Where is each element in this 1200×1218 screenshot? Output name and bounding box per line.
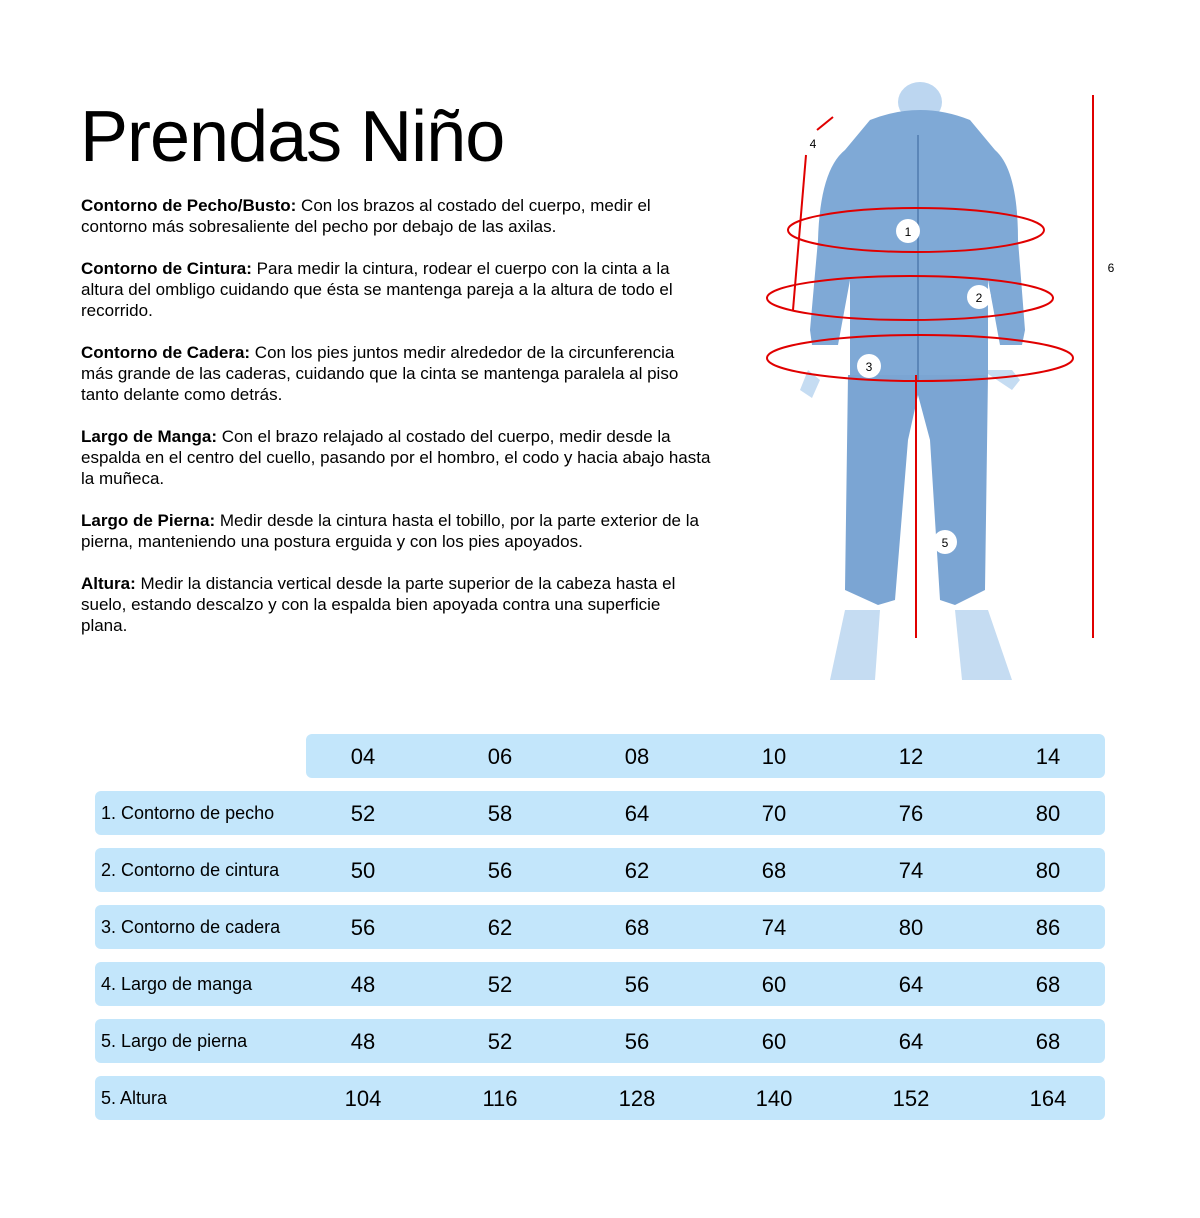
row-label: 2. Contorno de cintura bbox=[101, 860, 280, 880]
table-cell: 68 bbox=[761, 858, 787, 883]
table-cell: 86 bbox=[1035, 915, 1061, 940]
table-cell: 48 bbox=[350, 972, 376, 997]
table-cell: 128 bbox=[618, 1086, 656, 1111]
table-cell: 48 bbox=[350, 1029, 376, 1054]
table-cell: 68 bbox=[1035, 1029, 1061, 1054]
instruction-hip: Contorno de Cadera: Con los pies juntos medir alrededor de la circunferencia más grande de las caderas, cuidando que la cinta se mantenga paralela al piso tanto delante como detrás. bbox=[81, 343, 679, 404]
marker-2: 2 bbox=[975, 291, 983, 305]
mannequin-measurement-figure bbox=[750, 80, 1150, 690]
marker-1: 1 bbox=[904, 225, 912, 239]
size-header-04: 04 bbox=[350, 744, 376, 769]
table-row bbox=[95, 1076, 1105, 1120]
table-cell: 70 bbox=[761, 801, 787, 826]
measurement-instructions bbox=[81, 195, 711, 657]
table-cell: 140 bbox=[755, 1086, 793, 1111]
size-header-08: 08 bbox=[624, 744, 650, 769]
table-cell: 52 bbox=[487, 972, 513, 997]
table-cell: 50 bbox=[350, 858, 376, 883]
marker-5: 5 bbox=[941, 536, 949, 550]
sleeve-line bbox=[793, 155, 806, 310]
table-row bbox=[95, 1019, 1105, 1063]
table-cell: 164 bbox=[1029, 1086, 1067, 1111]
page-title: Prendas Niño bbox=[80, 97, 505, 177]
table-cell: 80 bbox=[1035, 858, 1061, 883]
instruction-sleeve: Largo de Manga: Con el brazo relajado al costado del cuerpo, medir desde la espalda en el centro del cuello, pasando por el hombro, el codo y hacia abajo hasta la muñeca. bbox=[81, 427, 711, 488]
instruction-chest: Contorno de Pecho/Busto: Con los brazos al costado del cuerpo, medir el contorno más sobresaliente del pecho por debajo de las axilas. bbox=[81, 196, 651, 236]
table-cell: 74 bbox=[761, 915, 787, 940]
table-cell: 62 bbox=[487, 915, 513, 940]
instruction-height: Altura: Medir la distancia vertical desde la parte superior de la cabeza hasta el suelo, estando descalzo y con la espalda bien apoyada contra una superficie plana. bbox=[81, 574, 676, 635]
instruction-waist: Contorno de Cintura: Para medir la cintura, rodear el cuerpo con la cinta a la altura del ombligo cuidando que ésta se mantenga pareja a la altura de todo el recorrido. bbox=[81, 259, 673, 320]
marker-6: 6 bbox=[1107, 261, 1115, 275]
table-cell: 62 bbox=[624, 858, 650, 883]
table-cell: 60 bbox=[761, 972, 787, 997]
table-row bbox=[95, 905, 1105, 949]
table-row bbox=[95, 791, 1105, 835]
size-header-row bbox=[306, 734, 1105, 778]
table-cell: 80 bbox=[1035, 801, 1061, 826]
table-cell: 68 bbox=[624, 915, 650, 940]
size-header-14: 14 bbox=[1035, 744, 1061, 769]
table-cell: 64 bbox=[624, 801, 650, 826]
size-header-06: 06 bbox=[487, 744, 513, 769]
table-cell: 104 bbox=[344, 1086, 382, 1111]
instruction-leg: Largo de Pierna: Medir desde la cintura hasta el tobillo, por la parte exterior de la pierna, manteniendo una postura erguida y con los pies apoyados. bbox=[81, 511, 699, 551]
table-cell: 152 bbox=[892, 1086, 930, 1111]
table-cell: 52 bbox=[350, 801, 376, 826]
table-cell: 56 bbox=[350, 915, 376, 940]
table-cell: 52 bbox=[487, 1029, 513, 1054]
marker-3: 3 bbox=[865, 360, 873, 374]
table-cell: 56 bbox=[624, 972, 650, 997]
row-label: 4. Largo de manga bbox=[101, 974, 253, 994]
table-cell: 56 bbox=[487, 858, 513, 883]
table-cell: 60 bbox=[761, 1029, 787, 1054]
table-cell: 56 bbox=[624, 1029, 650, 1054]
table-row bbox=[95, 848, 1105, 892]
size-header-12: 12 bbox=[898, 744, 924, 769]
table-cell: 68 bbox=[1035, 972, 1061, 997]
table-cell: 64 bbox=[898, 972, 924, 997]
table-cell: 74 bbox=[898, 858, 924, 883]
row-label: 1. Contorno de pecho bbox=[101, 803, 275, 823]
row-label: 3. Contorno de cadera bbox=[101, 917, 281, 937]
table-cell: 64 bbox=[898, 1029, 924, 1054]
row-label: 5. Altura bbox=[101, 1088, 168, 1108]
table-cell: 76 bbox=[898, 801, 924, 826]
table-cell: 58 bbox=[487, 801, 513, 826]
marker-4: 4 bbox=[809, 137, 817, 151]
table-row bbox=[95, 962, 1105, 1006]
row-label: 5. Largo de pierna bbox=[101, 1031, 248, 1051]
size-header-10: 10 bbox=[761, 744, 787, 769]
table-cell: 116 bbox=[482, 1086, 518, 1111]
table-cell: 80 bbox=[898, 915, 924, 940]
